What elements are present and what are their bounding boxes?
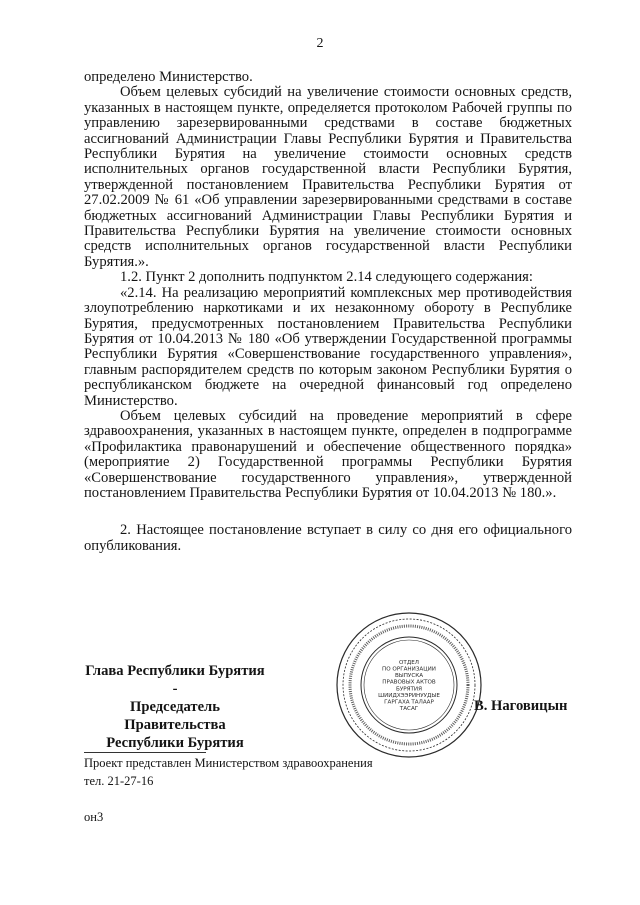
paragraph: определено Министерство.: [84, 69, 253, 85]
seal-text: ПРАВОВЫХ АКТОВ: [382, 679, 436, 686]
seal-text: ШИИДХЭЭРИНУУДЫЕ: [378, 692, 440, 699]
paragraph: 1.2. Пункт 2 дополнить подпунктом 2.14 следующего содержания:: [120, 269, 533, 286]
seal-text: ТАСАГ: [399, 706, 419, 713]
signature-line: Глава Республики Бурятия -: [85, 663, 265, 697]
seal-text: ВЫПУСКА: [394, 673, 424, 680]
seal-text: ПО ОРГАНИЗАЦИИ: [382, 666, 436, 673]
seal-text: ОТДЕЛ: [399, 659, 419, 666]
signer-name: В. Наговицын: [474, 698, 568, 714]
official-seal: [334, 610, 484, 760]
document-mark: он3: [84, 810, 104, 824]
signature-line: Республики Бурятия: [106, 735, 244, 751]
footer-divider: [84, 752, 206, 753]
signature-line: Председатель Правительства: [124, 699, 226, 733]
document-body: [84, 70, 572, 554]
paragraph: «2.14. На реализацию мероприятий комплексных мер противодействия злоупотреблению наркотиками и их незаконному обороту в Республике Бурятия, предусмотренных постановлением Правительства Республики Бурятия от 10.04.2013 № 180 «Об утверждении Государственной программы Республики Бурятия «Совершенствование государственного управления», главным распорядителем средств по которым законом Республики Бурятия о республиканском бюджете на очередной финансовый год определено Министерство.: [84, 284, 572, 409]
page-number: 2: [316, 36, 324, 51]
paragraph: Объем целевых субсидий на проведение мероприятий в сфере здравоохранения, указанных в настоящем пункте, определен в подпрограмме «Профилактика правонарушений и обеспечение общественного порядка» (мероприятие 2) Государственной программы Республики Бурятия «Совершенствование государственного управления», утвержденной постановлением Правительства Республики Бурятия от 10.04.2013 № 180.».: [84, 407, 572, 501]
paragraph: 2. Настоящее постановление вступает в силу со дня его официального опубликования.: [84, 522, 572, 554]
seal-text: БУРЯТИЯ: [396, 686, 422, 693]
footer-line: тел. 21-27-16: [84, 774, 154, 788]
footer-line: Проект представлен Министерством здравоохранения: [84, 756, 373, 770]
signature-title: [84, 662, 266, 752]
paragraph: Объем целевых субсидий на увеличение стоимости основных средств, указанных в настоящем пункте, определяется протоколом Рабочей группы по управлению зарезервированными средствами в составе бюджетных ассигнований Администрации Главы Республики Бурятия и Правительства Республики Бурятия на увеличение стоимости основных средств исполнительных органов государственной власти Республики Бурятия, утвержденной постановлением Правительства Республики Бурятия от 27.02.2009 № 61 «Об управлении зарезервированными средствами в составе бюджетных ассигнований Администрации Главы Республики Бурятия и Правительства Республики Бурятия на увеличение стоимости основных средств исполнительных органов государственной власти Республики Бурятия.».: [84, 84, 572, 270]
seal-text: ГАРГАХА ТАЛААР: [384, 699, 434, 706]
footer-note: [84, 754, 373, 790]
